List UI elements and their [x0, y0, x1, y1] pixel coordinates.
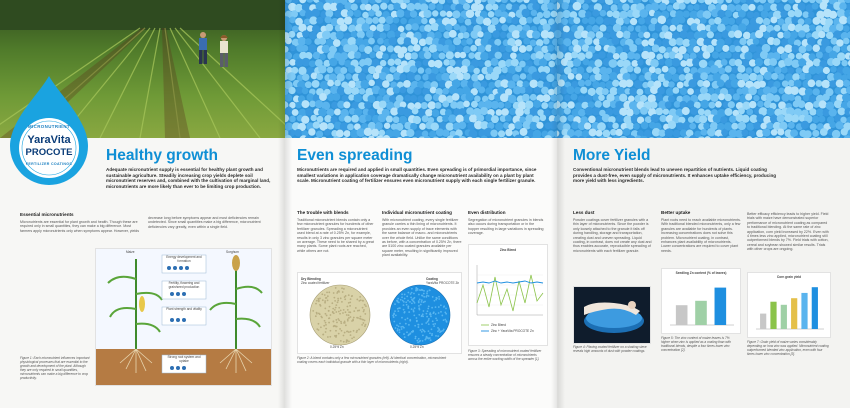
trouble-blends-body: Traditional micronutrient blends contain only a few micronutrient granules for hundreds of other fertilizer granules. Spreading a micronutrient used blend at a rate of 0.25% Zn, for example, results in only 3 zinc granules per square meter on average. These need to be shared by a great many plants. Some plant roots are reached, while others are not.	[297, 218, 374, 253]
bar-3	[781, 305, 787, 329]
bar-4	[791, 298, 797, 329]
bar-1	[760, 314, 766, 329]
bar-1	[676, 305, 688, 325]
healthy-growth-lead: Adequate micronutrient supply is essential for healthy plant growth and sustainable agriculture. Steadily increasing crop yields deplete soil micronutrient reserves and, combined with the cultivation of marginal land, micronutrients are more likely than ever to be limiting crop production.	[106, 167, 271, 189]
bar-3	[715, 288, 727, 325]
panel-even-spreading	[285, 0, 557, 408]
maize-label: Maize	[126, 250, 135, 254]
badge-brand: YaraVita	[27, 134, 71, 146]
badge-arc-top: MICRONUTRIENT	[27, 124, 71, 129]
better-uptake-body: Plant roots need to reach available micronutrients. With traditional blended micronutrients, only a few granules are available for hundreds of plants. Increasing concentrations does not solve this problem. Micronutrient coating, in contrast, enhances plant availability of micronutrients. Lower concentrations are required to cover plant needs.	[661, 218, 741, 253]
essential-micronutrients-body-right: decrease long before symptoms appear and most deficiencies remain undetected. Since small quantities make a big difference, micronutrient deficiencies vary greatly, even within a single field.	[148, 216, 261, 229]
seedling-zinc-chart	[661, 268, 741, 334]
dry-blend-value: 0.25% Zn	[330, 345, 344, 349]
blend-line	[477, 275, 543, 311]
bar-2	[770, 302, 776, 329]
panel-more-yield	[557, 0, 850, 408]
more-yield-title: More Yield	[573, 147, 651, 164]
plant-diagram	[95, 248, 272, 386]
trouble-blends-heading: The trouble with blends	[297, 210, 349, 215]
even-distribution-heading: Even distribution	[468, 210, 506, 215]
blue-granules-photo-right	[557, 0, 850, 138]
farmers-figure	[199, 32, 228, 67]
dry-blend-sublabel: Zinc coated fertilizer	[301, 281, 330, 285]
maize-sorghum-illustration	[96, 249, 271, 385]
dry-blend-label: Dry Blending	[301, 277, 321, 281]
dry-blend-circle	[310, 285, 370, 345]
root-box-label: Strong root system and uptake	[167, 355, 201, 363]
corn-yield-bars	[748, 273, 830, 337]
less-dust-body: Powder coatings cover fertilizer granules with a thin layer of micronutrients. Since the powder is only loosely attached to the granule it falls off during handling, storage and transportation, creating dust and uneven spreading. Liquid coating, in contrast, does not create any dust and thus enables accurate, reproducible spreading of micronutrients with each fertilizer granule.	[573, 218, 652, 253]
figure7-caption: Figure 7: Grain yield of maize varies considerably depending on how zinc was applied. Micronutrient coating outperformed blended zinc application, even with four times lower zinc concentration [3].	[747, 340, 829, 356]
blend-vs-coating-figure	[297, 272, 462, 354]
panel-healthy-growth	[0, 0, 285, 408]
bar-2	[695, 301, 707, 325]
yield-efficiency-body: Better efficacy efficiency leads to higher yield. Field trials with maize have demonstrated superior performance of micronutrient coating as compared to traditional blending. At the same rate of zinc application, corn yield increased by 22%. Even with 4 times less zinc applied, micronutrient coating still outperformed blends by 7%. Field trials with cotton, cereal and soybean showed similar results. Trials with other crops are ongoing.	[747, 212, 829, 252]
figure2-caption: Figure 2: A blend contains only a few micronutrient granules (left). At identical concentration, micronutrient coating covers each individual granule with a thin layer of micronutrients (right).	[297, 356, 447, 364]
fertility-box-label: Fertility, flowering and grain/seed production	[168, 281, 200, 289]
water-drop-icon	[4, 74, 94, 192]
seedling-zinc-bars	[662, 269, 740, 333]
more-yield-lead: Conventional micronutrient blends lead to uneven repartition of nutrients. Liquid coating provides a dust-free, even supply of micronutrients. It enhances uptake efficiency, producing more yield with less ingredients.	[573, 167, 777, 184]
coating-line	[477, 281, 543, 283]
granules-texture-right	[557, 0, 850, 138]
figure5-caption: Figure 5: The zinc content of maize leaves is 7% higher when zinc is applied as a coating than with traditional blends, despite a four times lower zinc concentration [2].	[661, 336, 731, 352]
bar-6	[812, 287, 818, 329]
even-spreading-lead: Micronutrients are required and applied in small quantities. Even spreading is of primordial importance, since smallest variations in application coverage dramatically change micronutrient availability on a plant by plant scale. Micronutrient coating of fertilizer ensures even micronutrient supply with each single fertilizer granule.	[297, 167, 537, 184]
zinc-blend-chart-title: Zinc Blend	[499, 248, 517, 252]
procote-badge	[4, 74, 94, 192]
coating-label: Coating	[426, 277, 438, 281]
badge-arc-bottom: FERTILIZER COATINGS	[25, 162, 73, 166]
badge-product: PROCOTE	[25, 147, 73, 158]
strength-box-label: Plant strength and vitality	[166, 307, 202, 311]
sorghum-label: Sorghum	[226, 250, 239, 254]
individual-coating-body: With micronutrient coating, every single fertilizer granule carries a thin lining of micronutrients. It provides an even supply of trace elements with the same balance of macro- and micronutrients over the whole field. Unlike the same conditions as before, with a concentration of 0.25% Zn, there are 5100 zinc coated granules available per square meter, resulting in significantly improved plant availability.	[382, 218, 462, 258]
corn-yield-title: Corn grain yield	[776, 275, 802, 279]
essential-micronutrients-body-left: Micronutrients are essential for plant growth and health. Though these are required only in small quantities, they can make a big difference. Most farmers apply micronutrients only when symptoms appear. However, yields	[20, 220, 140, 233]
coating-value: 0.25% Zn	[410, 345, 424, 349]
seedling-zinc-title: Seedling Zn content (% of leaves)	[675, 271, 727, 275]
even-distribution-body: Segregation of micronutrient granules in blends also occurs during transportation or in the hopper resulting in large variations in spreading coverage.	[468, 218, 544, 236]
zinc-blend-legend: Zinc Blend	[491, 323, 507, 327]
better-uptake-heading: Better uptake	[661, 210, 691, 215]
essential-micronutrients-heading: Essential micronutrients	[20, 212, 74, 217]
corn-yield-chart	[747, 272, 831, 338]
zinc-distribution-chart	[468, 244, 548, 346]
blue-granules-photo	[285, 0, 557, 138]
less-dust-heading: Less dust	[573, 210, 595, 215]
even-spreading-title: Even spreading	[297, 147, 413, 164]
individual-coating-heading: Individual micronutrient coating	[382, 210, 452, 215]
sieve-hand-illustration	[574, 287, 650, 343]
figure3-caption: Figure 3: Spreading of micronutrient coated fertilizer ensures a steady concentration of micronutrients across the entire working width of the spreader [1].	[468, 349, 542, 361]
granules-texture	[285, 0, 557, 138]
bar-5	[801, 293, 807, 329]
figure1-caption: Figure 1: Each micronutrient influences important physiological processes that are essential to the growth and development of the plant. Although they are only required in small quantities, micronutrients can make a big difference to crop productivity.	[20, 356, 90, 380]
energy-box-label: Energy development and formation	[166, 255, 202, 263]
sieve-photo	[573, 286, 651, 344]
coating-sublabel: YaraVita PROCOTE Zn	[426, 281, 460, 285]
coating-legend: Zinc + YaraVita PROCOTE Zn	[491, 329, 534, 333]
figure4-caption: Figure 4: Placing coated fertilizer on a shaking sieve reveals high amounts of dust with powder coatings.	[573, 345, 647, 353]
healthy-growth-title: Healthy growth	[106, 147, 218, 164]
